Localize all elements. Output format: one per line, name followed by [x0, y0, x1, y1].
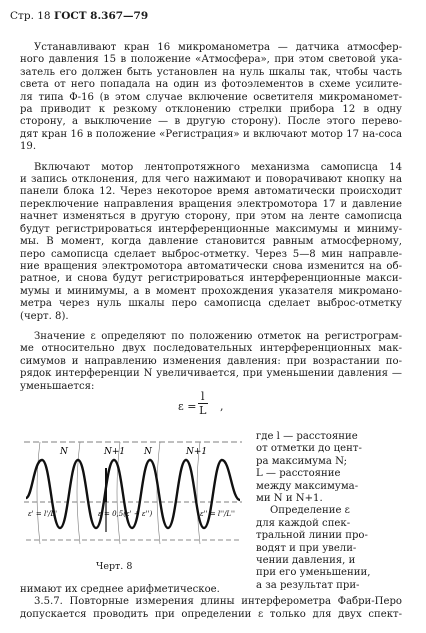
text-line: начнет изменяться в другую сторону, при этом на ленте самописца	[20, 211, 402, 223]
text-line: 3.5.7. Повторные измерения длины интерферометра Фабри-Перо	[34, 596, 402, 608]
text-line: и запись отклонения, для чего нажимают и поворачивают кнопку на	[20, 174, 402, 186]
eq-left: ε' = l'/L'	[28, 510, 58, 518]
text-line: тральной линии про-	[256, 530, 368, 542]
text-line: ми N и N+1.	[256, 493, 323, 505]
text-line: Устанавливают кран 16 микроманометра — датчика атмосфер-	[34, 42, 402, 53]
text-line: чении давления, и	[256, 555, 356, 567]
page-number: Стр. 18	[10, 10, 51, 22]
text-line: будут регистрироваться интерференционные максимумы и миниму-	[20, 223, 402, 235]
text-line: уменьшается:	[20, 380, 95, 392]
right-column-text	[256, 431, 406, 592]
figure-background	[22, 440, 244, 546]
label-n-left: N	[60, 447, 68, 457]
text-line: а за результат при-	[256, 579, 360, 591]
text-line: нимают их среднее арифметическое.	[20, 584, 220, 595]
epsilon-formula	[178, 390, 248, 418]
text-line: Значение ε определяют по положению отметок на регистрограм-	[34, 330, 402, 342]
text-line: ля типа Ф-16 (в этом случае включение осветителя микроманомет-	[20, 91, 402, 103]
tail-text	[20, 584, 402, 621]
text-line: панели блока 12. Через некоторое время автоматически происходит	[20, 186, 402, 198]
text-line: допускается проводить при определении ε только для двух спект-	[20, 608, 402, 620]
text-line: света от него попадала на один из фотоэлементов в схеме усилите-	[20, 79, 402, 91]
text-line: для каждой спек-	[256, 517, 351, 529]
text-line: затель его должен быть установлен на нуль шкалы так, чтобы часть	[20, 66, 402, 78]
label-n-right: N	[144, 447, 152, 457]
text-line: мумы и минимумы, а в момент прохождения указателя микромано-	[20, 285, 402, 297]
text-line: L — расстояние	[256, 468, 341, 480]
formula-fraction	[198, 390, 208, 417]
text-line: ра максимума N;	[256, 455, 347, 467]
standard-code: ГОСТ 8.367—79	[53, 10, 149, 22]
text-line: ра приводит к резкому отклонению стрелки прибора 12 в одну	[20, 104, 402, 116]
text-line: сторону, а выключение — в другую сторону). После этого перево-	[20, 116, 402, 128]
label-n1-right: N+1	[186, 447, 208, 457]
formula-numerator: l	[198, 390, 208, 404]
text-line: ного давления 15 в положение «Атмосфера», при этом световой ука-	[20, 54, 402, 66]
text-line: метра через нуль шкалы перо самописца сделает выброс-отметку	[20, 298, 402, 310]
text-line: при его уменьшении,	[256, 567, 371, 579]
page-header	[10, 10, 148, 22]
text-line: между максимума-	[256, 480, 359, 492]
text-line: Включают мотор лентопротяжного механизма самописца 14	[34, 161, 402, 173]
text-line: мы. В момент, когда давление становится равным атмосферному,	[20, 236, 402, 248]
recorder-chart-figure	[22, 440, 244, 546]
text-line: 19.	[20, 141, 37, 153]
eq-mid: ε = 0,5(ε' + ε'')	[98, 510, 153, 518]
formula-comma: ,	[220, 400, 224, 413]
formula-lhs: ε =	[178, 400, 197, 413]
text-line: ние вращения электромотора автоматически снова изменится на об-	[20, 260, 402, 272]
formula-denominator: L	[199, 404, 207, 417]
text-line: Определение ε	[270, 505, 350, 517]
body-text	[20, 42, 402, 393]
text-line: (черт. 8).	[20, 310, 69, 322]
figure-caption: Черт. 8	[96, 561, 133, 572]
text-line: где l — расстояние	[256, 431, 358, 442]
text-line: ратное, и снова будут регистрироваться интерференционные макси-	[20, 273, 402, 285]
text-line: перо самописца сделает выброс-отметку. Через 5—8 мин направле-	[20, 248, 402, 260]
text-line: переключение направления вращения электромотора 17 и давление	[20, 198, 402, 210]
eq-right: ε'' = l''/L''	[200, 510, 235, 518]
text-line: от отметки до цент-	[256, 443, 362, 455]
text-line: симумов и направлению изменения давления: при возрастании по-	[20, 355, 402, 367]
label-n1-left: N+1	[104, 447, 126, 457]
text-line: дят кран 16 в положение «Регистрация» и включают мотор 17 на-соса	[20, 128, 402, 140]
text-line: ме относительно двух последовательных интерференционных мак-	[20, 343, 402, 355]
text-line: рядок интерференции N увеличивается, при уменьшении давления —	[20, 368, 402, 380]
text-line: водят и при увели-	[256, 542, 357, 554]
